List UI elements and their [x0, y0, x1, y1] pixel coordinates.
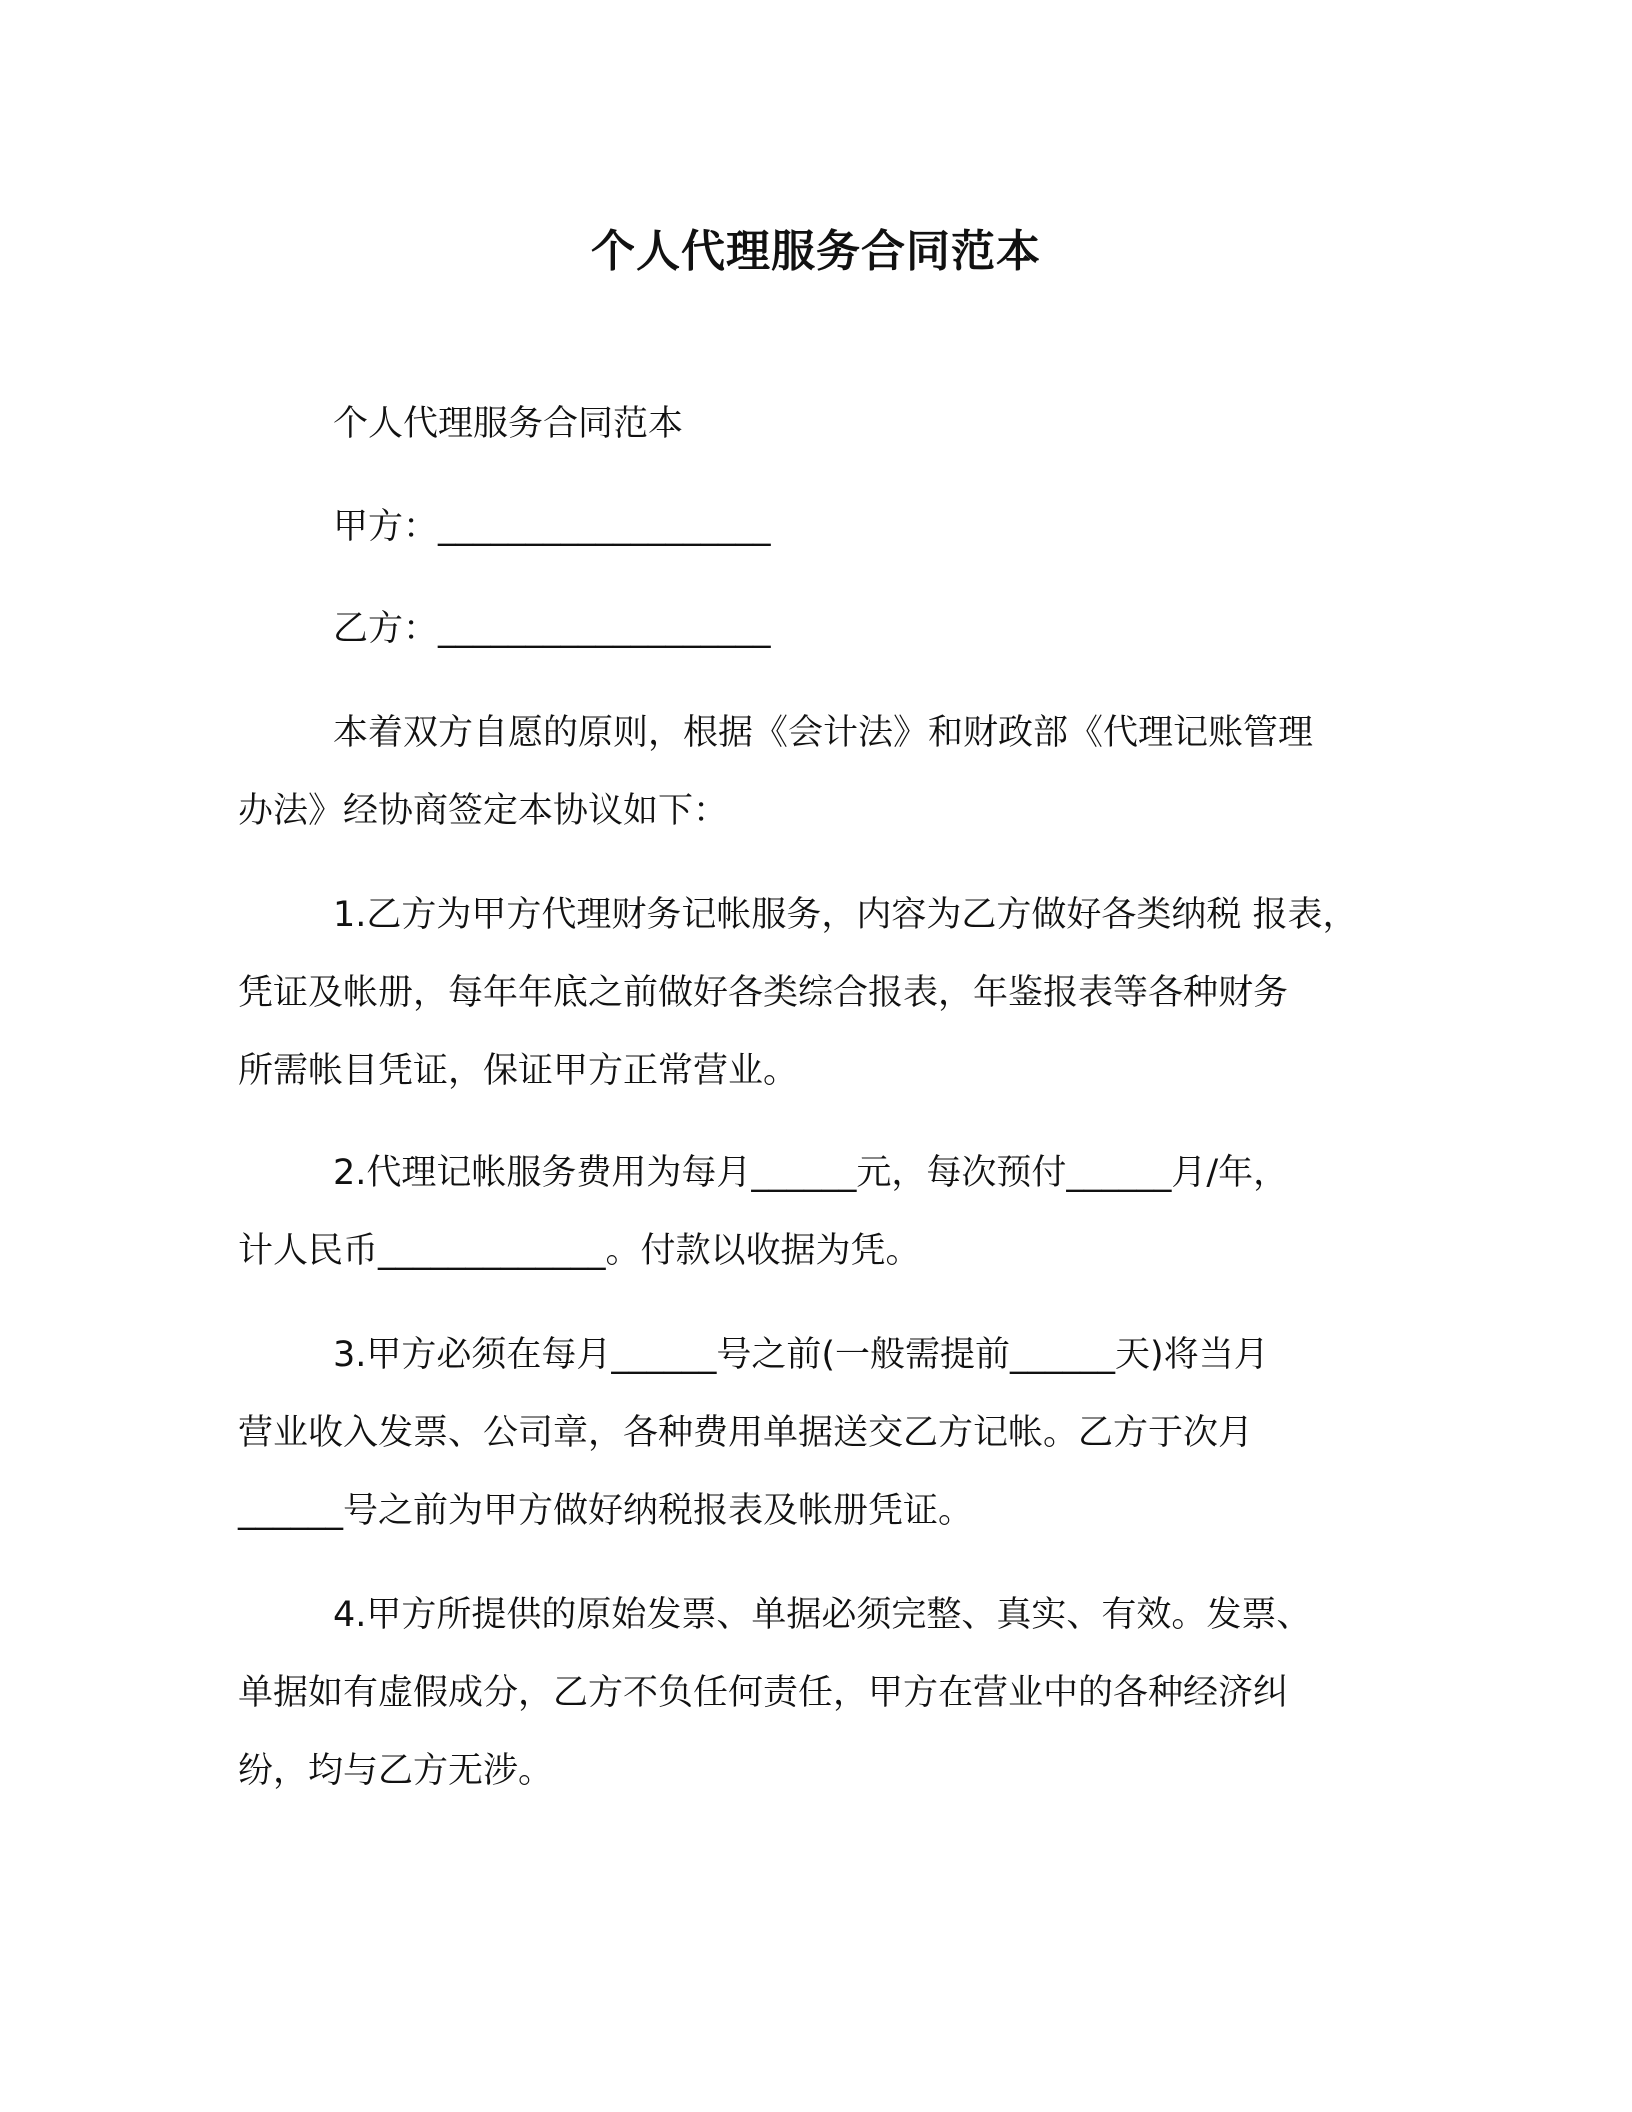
clause-2-line-1: 2.代理记帐服务费用为每月______元，每次预付______月/年， [333, 1153, 1289, 1193]
preamble-line-2: 办法》经协商签定本协议如下： [238, 791, 729, 831]
clause-3-line-2: 营业收入发票、公司章，各种费用单据送交乙方记帐。乙方于次月 [238, 1413, 1254, 1453]
clause-4-line-2: 单据如有虚假成分，乙方不负任何责任，甲方在营业中的各种经济纠 [238, 1673, 1289, 1713]
clause-3-line-1: 3.甲方必须在每月______号之前(一般需提前______天)将当月 [333, 1335, 1269, 1375]
subtitle-line: 个人代理服务合同范本 [333, 404, 684, 444]
party-a-line: 甲方：___________________ [333, 507, 771, 547]
party-b-line: 乙方：___________________ [333, 609, 771, 649]
clause-1-line-3: 所需帐目凭证，保证甲方正常营业。 [238, 1051, 799, 1091]
preamble-line-1: 本着双方自愿的原则，根据《会计法》和财政部《代理记账管理 [333, 713, 1314, 753]
clause-2-line-2: 计人民币_____________。付款以收据为凭。 [238, 1231, 921, 1271]
clause-4-line-3: 纷，均与乙方无涉。 [238, 1751, 554, 1791]
document-title: 个人代理服务合同范本 [591, 226, 1041, 277]
clause-1-line-2: 凭证及帐册，每年年底之前做好各类综合报表，年鉴报表等各种财务 [238, 973, 1289, 1013]
clause-4-line-1: 4.甲方所提供的原始发票、单据必须完整、真实、有效。发票、 [333, 1595, 1312, 1635]
clause-3-line-3: ______号之前为甲方做好纳税报表及帐册凭证。 [238, 1491, 974, 1531]
clause-1-line-1: 1.乙方为甲方代理财务记帐服务，内容为乙方做好各类纳税 报表， [333, 895, 1358, 935]
